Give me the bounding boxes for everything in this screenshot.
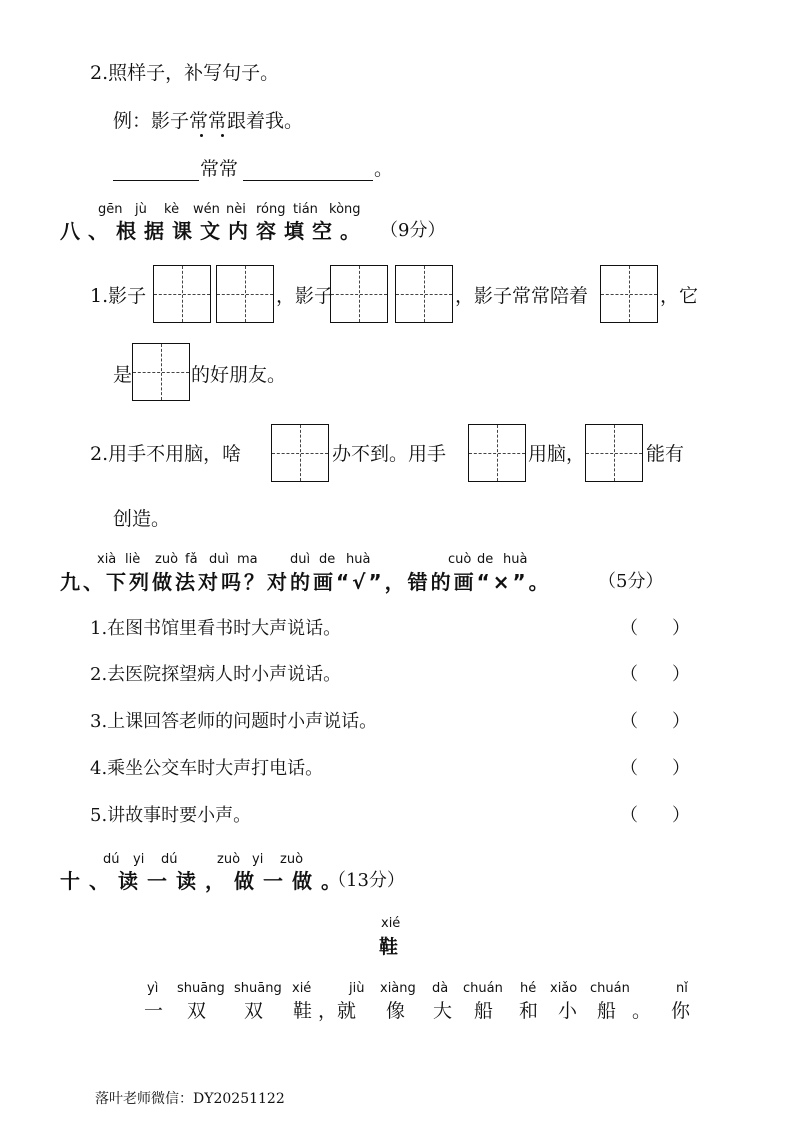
emphasis-dot	[200, 134, 203, 137]
pinyin: liè	[125, 552, 141, 567]
sec8-l3c: 用脑，	[528, 443, 586, 465]
sec10-score: （13分）	[328, 870, 405, 891]
poem-char: 鞋	[293, 1000, 313, 1022]
pinyin: huà	[503, 552, 528, 567]
pinyin: róng	[256, 202, 286, 217]
pinyin: jù	[135, 202, 147, 217]
poem-char: 你	[671, 1000, 691, 1022]
poem-char: 大	[433, 1000, 453, 1022]
pinyin: shuāng	[234, 981, 282, 996]
sec8-title: 八、根据课文内容填空。	[60, 219, 368, 243]
pinyin: gēn	[98, 202, 123, 217]
poem-char: 小	[558, 1000, 578, 1022]
poem-char: 双	[244, 1000, 264, 1022]
tianzige-box[interactable]	[132, 343, 190, 401]
sec9-score: （5分）	[598, 571, 664, 592]
paren-open: （	[620, 758, 638, 779]
pinyin: chuán	[590, 981, 630, 996]
tianzige-box[interactable]	[468, 424, 526, 482]
q7-2-example: 例：影子常常跟着我。	[113, 110, 304, 132]
pinyin: zuò	[155, 552, 179, 567]
tianzige-box[interactable]	[216, 265, 274, 323]
pinyin: xià	[97, 552, 117, 567]
paren-close: ）	[672, 618, 690, 639]
poem-char: 双	[187, 1000, 207, 1022]
pinyin: jiù	[349, 981, 365, 996]
answer-paren[interactable]	[620, 804, 690, 828]
pinyin: zuò	[217, 852, 241, 867]
paren-open: （	[620, 805, 638, 826]
answer-blank[interactable]	[113, 180, 199, 181]
poem-title-pinyin: xié	[381, 916, 401, 931]
sec10-title: 十、读一读，做一做。	[60, 869, 350, 893]
sec8-l2a: 是	[113, 364, 133, 386]
tianzige-box[interactable]	[600, 265, 658, 323]
pinyin: nèi	[226, 202, 246, 217]
sec8-l4: 创造。	[113, 508, 171, 530]
paren-close: ）	[672, 711, 690, 732]
pinyin: duì	[209, 552, 230, 567]
emphasis-dot	[221, 134, 224, 137]
pinyin: xiàng	[380, 981, 416, 996]
sec8-score: （9分）	[380, 220, 446, 241]
answer-paren[interactable]	[620, 663, 690, 687]
q7-2-fill-word: 常常	[200, 158, 239, 180]
answer-paren[interactable]	[620, 710, 690, 734]
answer-paren[interactable]	[620, 757, 690, 781]
poem-char: 船	[474, 1000, 494, 1022]
pinyin: dú	[161, 852, 178, 867]
tianzige-box[interactable]	[153, 265, 211, 323]
pinyin: xiǎo	[550, 981, 578, 996]
paren-open: （	[620, 711, 638, 732]
sec8-l3a: 2.用手不用脑，啥	[90, 443, 242, 465]
pinyin: xié	[292, 981, 312, 996]
footer-note: 落叶老师微信：DY20251122	[95, 1091, 285, 1107]
pinyin: de	[477, 552, 494, 567]
paren-close: ）	[672, 758, 690, 779]
pinyin: nǐ	[676, 981, 688, 996]
sec8-l1c: ，影子常常陪着	[455, 285, 589, 307]
answer-blank[interactable]	[243, 180, 373, 181]
poem-char: 一	[144, 1000, 164, 1022]
pinyin: huà	[346, 552, 371, 567]
pinyin: hé	[520, 981, 537, 996]
answer-paren[interactable]	[620, 617, 690, 641]
poem-char: ，就	[318, 1000, 357, 1022]
paren-open: （	[620, 664, 638, 685]
pinyin: yì	[147, 981, 159, 996]
poem-char: 。	[632, 1000, 652, 1022]
sec8-l1d: ，它	[660, 285, 699, 307]
pinyin: zuò	[280, 852, 304, 867]
poem-title: 鞋	[379, 936, 399, 958]
judgement-item: 5.讲故事时要小声。	[90, 805, 252, 826]
pinyin: chuán	[463, 981, 503, 996]
pinyin: shuāng	[177, 981, 225, 996]
q7-2-heading: 2.照样子，补写句子。	[90, 62, 280, 84]
pinyin: de	[319, 552, 336, 567]
judgement-item: 2.去医院探望病人时小声说话。	[90, 664, 342, 685]
poem-char: 像	[386, 1000, 406, 1022]
judgement-item: 4.乘坐公交车时大声打电话。	[90, 758, 324, 779]
q7-2-fill-end: 。	[374, 158, 394, 180]
pinyin: dà	[432, 981, 449, 996]
pinyin: tián	[293, 202, 318, 217]
pinyin: dú	[103, 852, 120, 867]
tianzige-box[interactable]	[395, 265, 453, 323]
tianzige-box[interactable]	[330, 265, 388, 323]
poem-char: 和	[519, 1000, 539, 1022]
pinyin: wén	[193, 202, 220, 217]
pinyin: cuò	[448, 552, 472, 567]
paren-close: ）	[672, 805, 690, 826]
poem-char: 船	[597, 1000, 617, 1022]
judgement-item: 3.上课回答老师的问题时小声说话。	[90, 711, 378, 732]
paren-close: ）	[672, 664, 690, 685]
pinyin: duì	[290, 552, 311, 567]
paren-open: （	[620, 618, 638, 639]
pinyin: ma	[237, 552, 258, 567]
pinyin: kòng	[329, 202, 361, 217]
sec9-title: 九、下列做法对吗？对的画“√”，错的画“×”。	[60, 570, 552, 594]
sec8-l2b: 的好朋友。	[191, 364, 287, 386]
sec8-l1a: 1.影子	[90, 285, 147, 307]
pinyin: fǎ	[185, 552, 198, 567]
sec8-l1b: ，影子	[276, 285, 334, 307]
pinyin: kè	[164, 202, 180, 217]
sec8-l3b: 办不到。用手	[332, 443, 447, 465]
poem-line	[0, 998, 793, 1026]
tianzige-box[interactable]	[585, 424, 643, 482]
pinyin: yi	[133, 852, 145, 867]
judgement-item: 1.在图书馆里看书时大声说话。	[90, 618, 342, 639]
pinyin: yi	[252, 852, 264, 867]
sec8-l3d: 能有	[646, 443, 685, 465]
tianzige-box[interactable]	[271, 424, 329, 482]
